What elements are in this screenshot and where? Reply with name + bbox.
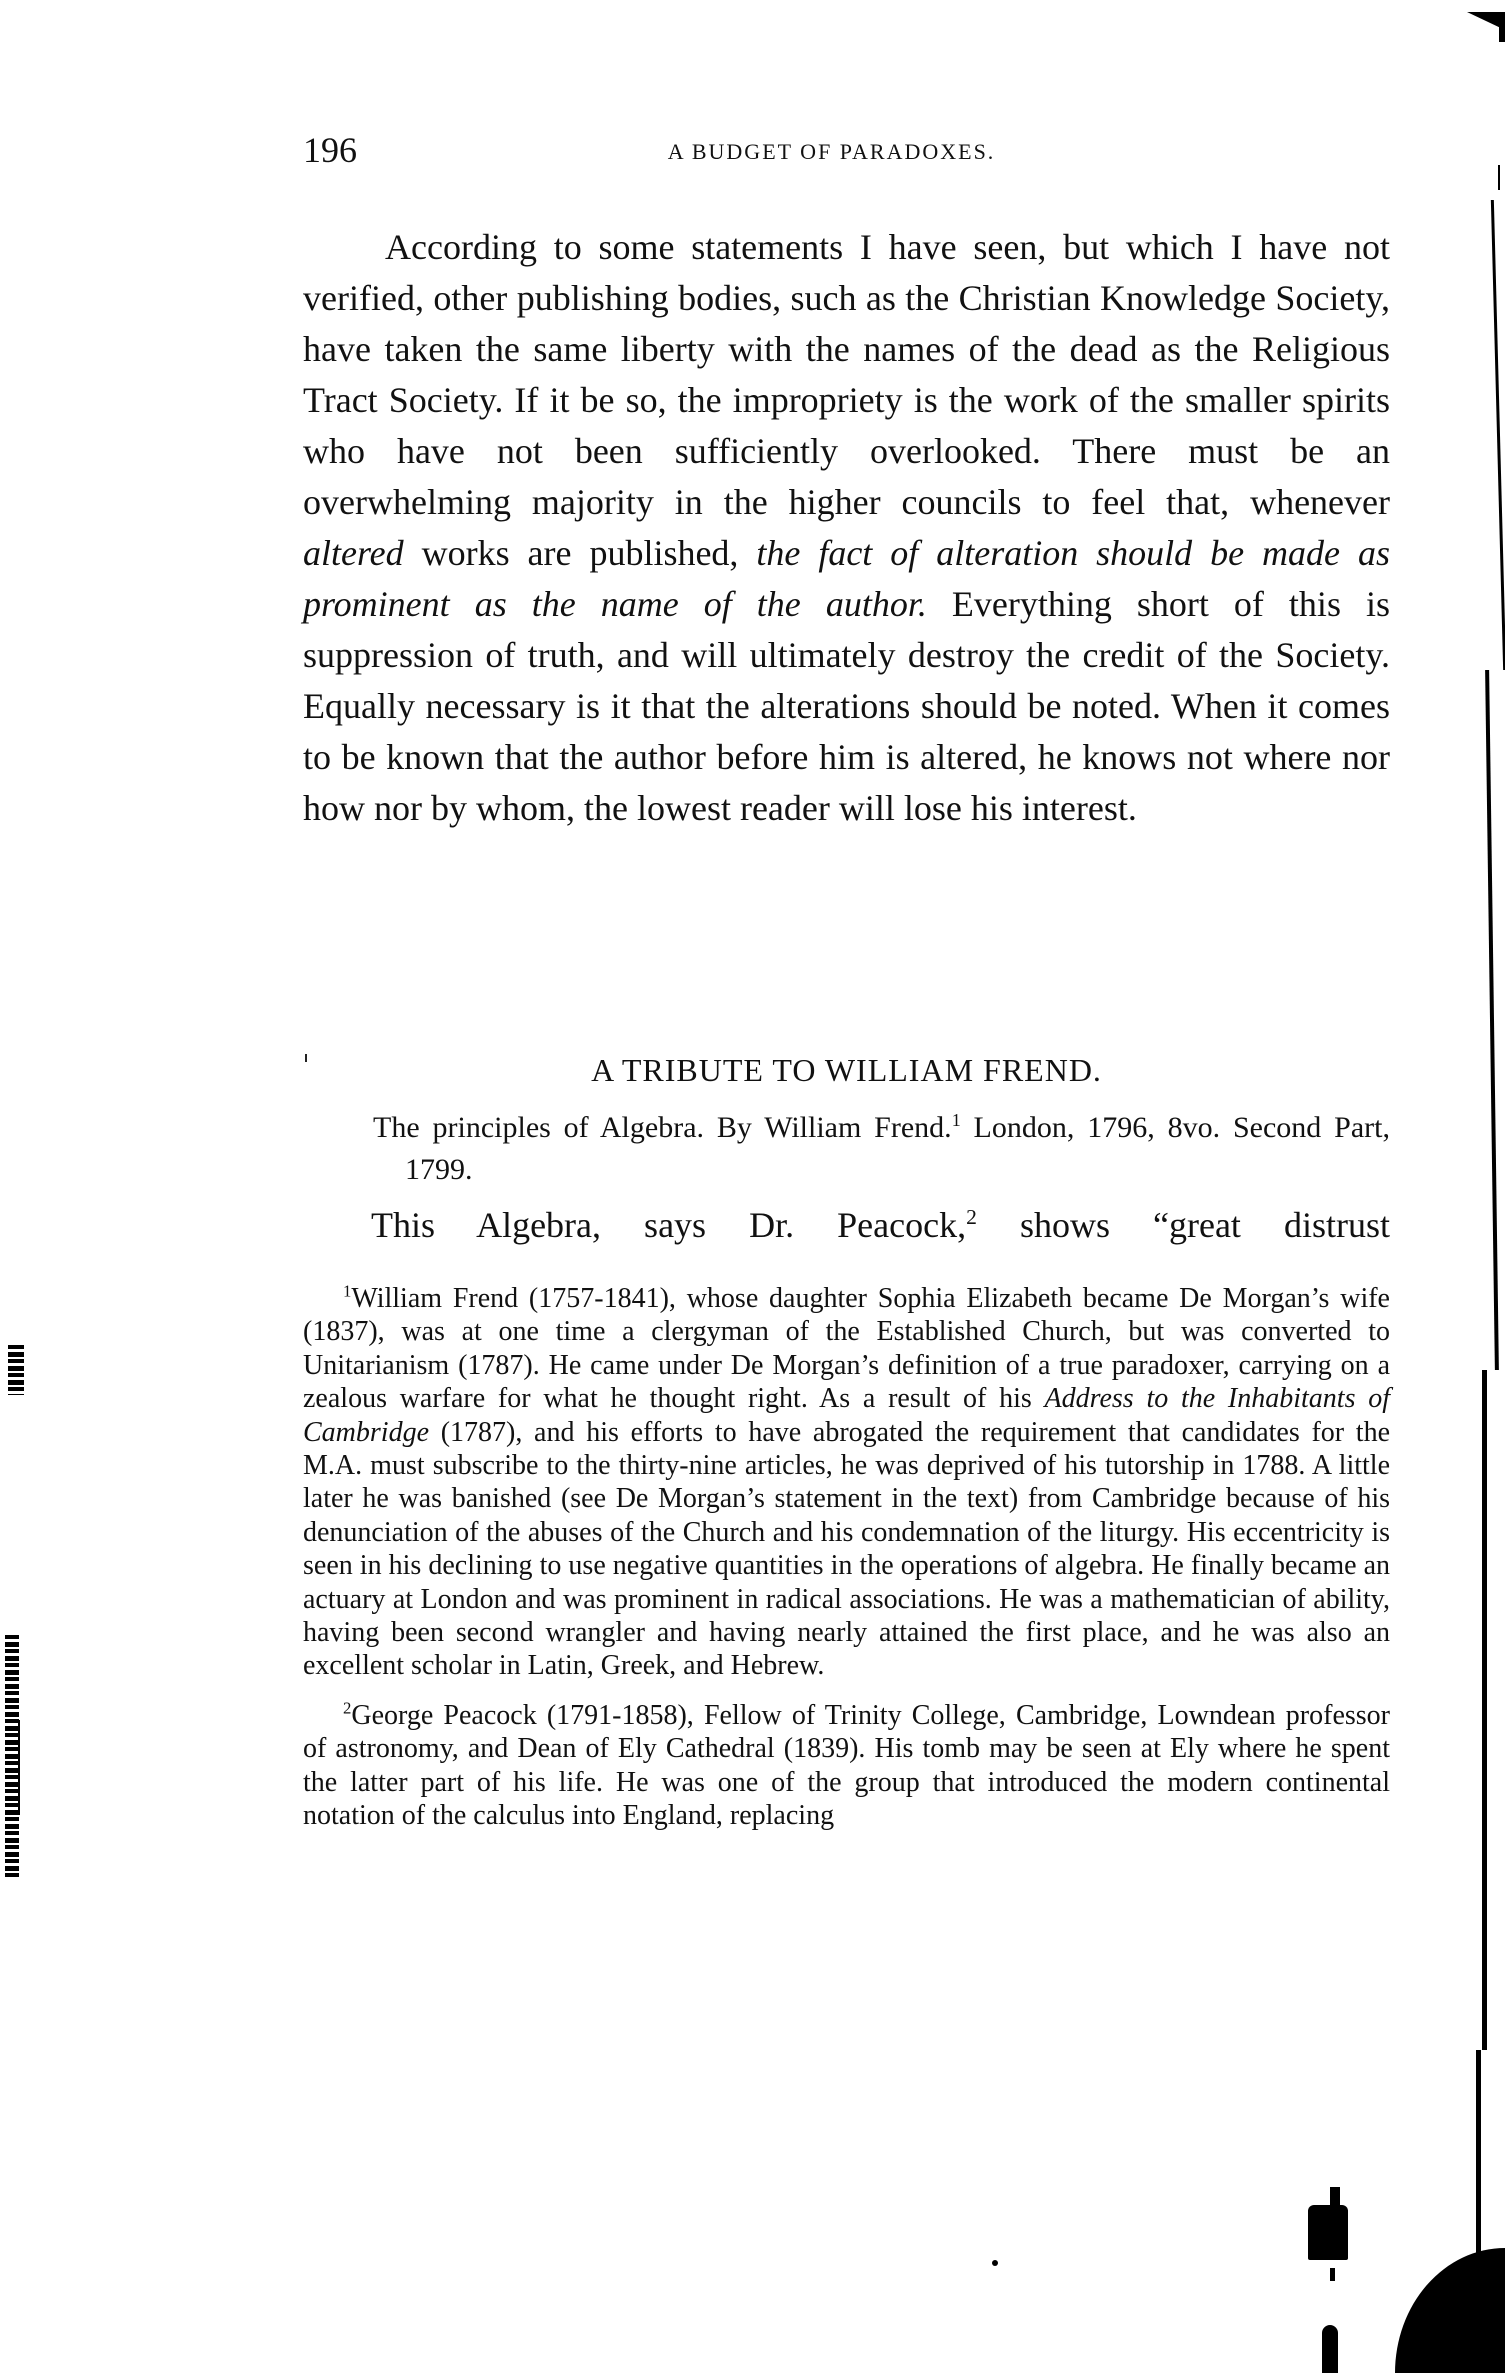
- text-segment: According to some statements I have seen, but which I have not verified, other publishing bodies, such as the Christian Knowledge Society, have taken the same liberty with the names of the dead as the Religious Tract Society. If it be so, the impropriety is the work of the smaller spirits who have not been sufficiently overlooked. There must be an overwhelming majority in the higher councils to feel that, whenever: [303, 227, 1390, 522]
- scan-blot: [1322, 2325, 1338, 2373]
- text-segment: This Algebra, says Dr. Peacock,: [371, 1205, 967, 1245]
- footnote-marker: 1: [343, 1281, 352, 1301]
- bibliographic-citation: [373, 1107, 1390, 1191]
- scan-blot: [1308, 2205, 1348, 2260]
- page-number: 196: [303, 130, 357, 170]
- page-edge-line: [1491, 200, 1505, 670]
- italic-segment: the fact of alteration should be made as prominent as the name of the author.: [303, 533, 1390, 624]
- text-segment: William Frend (1757-1841), whose daughter Sophia Elizabeth became De Morgan’s wife (1837), was at one time a clergyman of the Established Church, but was converted to Unitarianism (1787). He came under De Morgan’s definition of a true paradoxer, carrying on a zealous warfare for what he thought right. As a result of his: [303, 1283, 1390, 1415]
- citation-title: The principles of Algebra. By William Frend.: [373, 1111, 952, 1144]
- main-text: [303, 222, 1390, 834]
- footnotes: [303, 1282, 1390, 1849]
- binding-artifact: [5, 1635, 19, 1880]
- footnote-ref-1[interactable]: 1: [951, 1110, 961, 1130]
- page-edge-line: [1482, 1370, 1487, 2050]
- scan-blot: [1330, 2187, 1340, 2205]
- binding-artifact: [8, 1345, 24, 1395]
- binding-artifact: [18, 1720, 20, 1815]
- scan-corner-shadow: [1499, 12, 1505, 42]
- scan-speck: [992, 2260, 998, 2266]
- citation-text: [373, 1107, 1390, 1191]
- text-segment: Everything short of this is suppression of truth, and will ultimately destroy the credit of the Society. Equally necessary is it that the alterations should be noted. When it comes to be known that the author before him is altered, he knows not where nor how nor by whom, the lowest reader will lose his interest.: [303, 584, 1390, 828]
- footnote-ref-2[interactable]: 2: [966, 1205, 977, 1229]
- citation-details: London, 1796, 8vo. Second Part, 1799.: [405, 1111, 1390, 1186]
- running-head: [303, 128, 1390, 172]
- text-segment: George Peacock (1791-1858), Fellow of Trinity College, Cambridge, Lowndean professor of astronomy, and Dean of Ely Cathedral (1839). His tomb may be seen at Ely where he spent the latter part of his life. He was one of the group that introduced the modern continental notation of the calculus into England, replacing: [303, 1699, 1390, 1832]
- text-segment: (1787), and his efforts to have abrogated the requirement that candidates for the M.A. must subscribe to the thirty-nine articles, he was deprived of his tutorship in 1788. A little later he was banished (see De Morgan’s statement in the text) from Cambridge because of his denunciation of the abuses of the Church and his condemnation of the liturgy. His eccentricity is seen in his declining to use negative quantities in the operations of algebra. He finally became an actuary at London and was prominent in radical associations. He was a mathematician of ability, having been second wrangler and having nearly attained the first place, and he was also an excellent scholar in Latin, Greek, and Hebrew.: [303, 1416, 1390, 1682]
- paragraph-2-start: [303, 1200, 1390, 1250]
- text-segment: works are published,: [403, 533, 757, 573]
- text-segment: shows “great distrust: [976, 1205, 1390, 1245]
- scan-blot: [1330, 2268, 1335, 2281]
- section-heading: A TRIBUTE TO WILLIAM FREND.: [591, 1052, 1102, 1088]
- footnote-2: [303, 1699, 1390, 1833]
- page-edge-line: [1498, 165, 1500, 190]
- page-curl-shadow: [1395, 2248, 1505, 2373]
- running-title: A BUDGET OF PARADOXES.: [667, 139, 996, 164]
- italic-segment: altered: [303, 533, 404, 573]
- italic-segment: Address to the Inhabitants of Cambridge: [303, 1383, 1390, 1448]
- page-edge-line: [1485, 670, 1499, 1370]
- paragraph-1: [303, 222, 1390, 834]
- footnote-marker: 2: [343, 1698, 352, 1718]
- footnote-1: [303, 1282, 1390, 1683]
